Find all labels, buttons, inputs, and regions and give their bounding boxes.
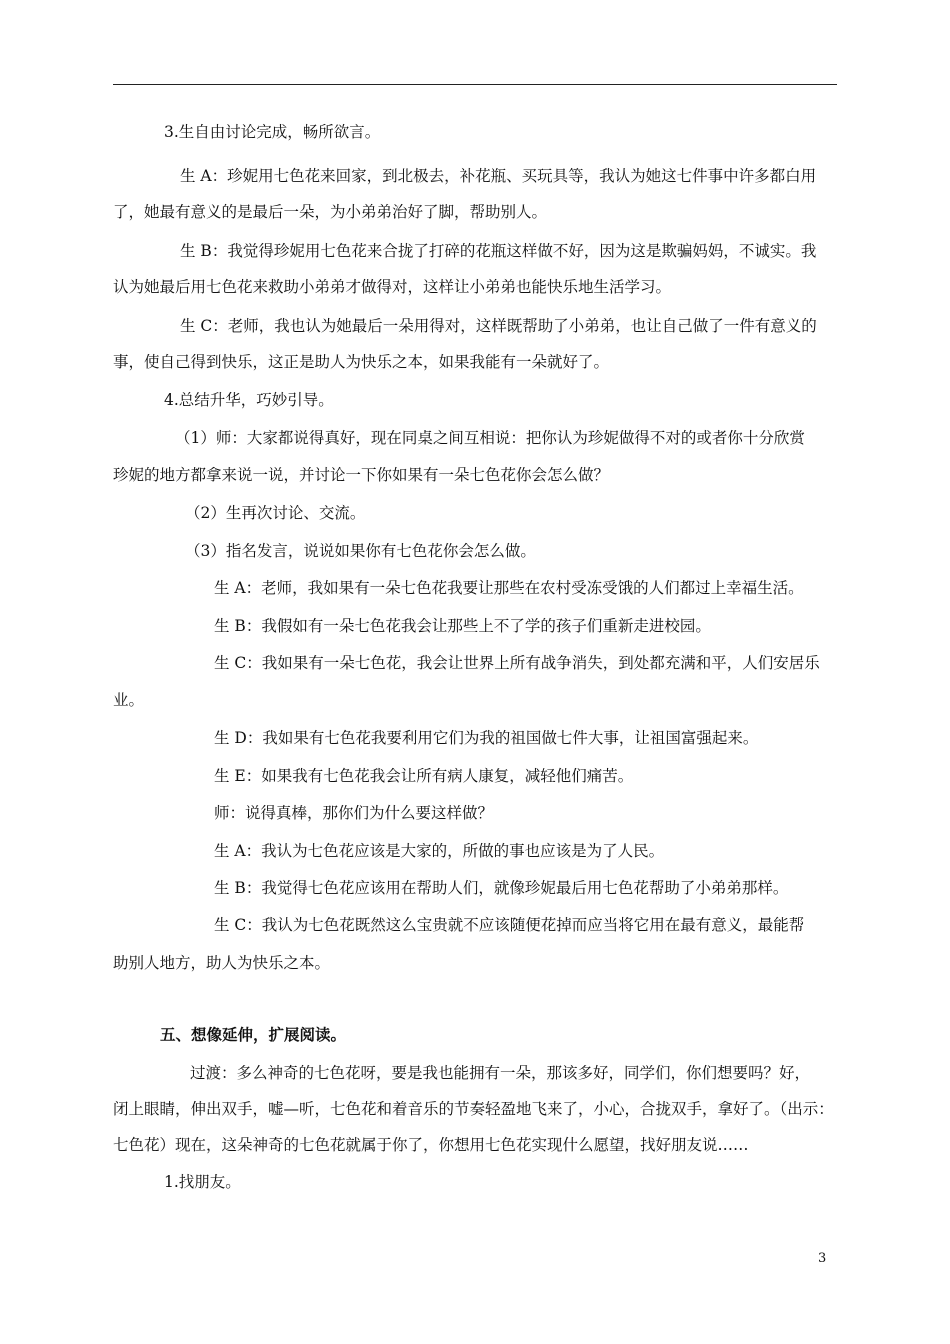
paragraph-line: 事，使自己得到快乐，这正是助人为快乐之本，如果我能有一朵就好了。 — [113, 353, 610, 371]
paragraph-line: 生 A：我认为七色花应该是大家的，所做的事也应该是为了人民。 — [214, 842, 665, 860]
step-3-heading: 3.生自由讨论完成，畅所欲言。 — [164, 123, 381, 141]
paragraph-line: 七色花）现在，这朵神奇的七色花就属于你了，你想用七色花实现什么愿望，找好朋友说…… — [113, 1136, 749, 1154]
paragraph-line: 生 B：我觉得七色花应该用在帮助人们，就像珍妮最后用七色花帮助了小弟弟那样。 — [214, 879, 789, 897]
paragraph-line: 闭上眼睛，伸出双手，嘘—听，七色花和着音乐的节奏轻盈地飞来了，小心，合拢双手，拿好了。（出示： — [113, 1100, 834, 1118]
paragraph-line: 师：说得真棒，那你们为什么要这样做？ — [214, 804, 494, 822]
section-5-heading: 五、想像延伸，扩展阅读。 — [160, 1025, 347, 1044]
paragraph-line: 珍妮的地方都拿来说一说，并讨论一下你如果有一朵七色花你会怎么做？ — [113, 466, 610, 484]
paragraph-line: 生 C：老师，我也认为她最后一朵用得对，这样既帮助了小弟弟，也让自己做了一件有意义的 — [180, 317, 817, 335]
page-number: 3 — [818, 1251, 827, 1266]
step-1-heading: 1.找朋友。 — [164, 1173, 241, 1191]
paragraph-line: 助别人地方，助人为快乐之本。 — [113, 954, 331, 972]
paragraph-line: 业。 — [113, 691, 145, 709]
paragraph-line: 了，她最有意义的是最后一朵，为小弟弟治好了脚，帮助别人。 — [113, 203, 548, 221]
paragraph-line: 生 C：我认为七色花既然这么宝贵就不应该随便花掉而应当将它用在最有意义，最能帮 — [214, 916, 805, 934]
paragraph-line: 生 D：我如果有七色花我要利用它们为我的祖国做七件大事，让祖国富强起来。 — [214, 729, 759, 747]
paragraph-line: （2）生再次讨论、交流。 — [185, 504, 366, 522]
step-4-heading: 4.总结升华，巧妙引导。 — [164, 391, 334, 409]
paragraph-line: 生 B：我假如有一朵七色花我会让那些上不了学的孩子们重新走进校园。 — [214, 617, 711, 635]
paragraph-line: 过渡：多么神奇的七色花呀，要是我也能拥有一朵，那该多好，同学们，你们想要吗？好， — [190, 1064, 811, 1082]
paragraph-line: 生 B：我觉得珍妮用七色花来合拢了打碎的花瓶这样做不好，因为这是欺骗妈妈，不诚实。我 — [180, 242, 817, 260]
paragraph-line: （3）指名发言，说说如果你有七色花你会怎么做。 — [185, 542, 536, 560]
paragraph-line: 生 A：珍妮用七色花来回家，到北极去，补花瓶、买玩具等，我认为她这七件事中许多都白用 — [180, 167, 817, 185]
paragraph-line: （1）师：大家都说得真好，现在同桌之间互相说：把你认为珍妮做得不对的或者你十分欣赏 — [175, 429, 805, 447]
paragraph-line: 生 E：如果我有七色花我会让所有病人康复，减轻他们痛苦。 — [214, 767, 634, 785]
paragraph-line: 生 A：老师，我如果有一朵七色花我要让那些在农村受冻受饿的人们都过上幸福生活。 — [214, 579, 804, 597]
paragraph-line: 认为她最后用七色花来救助小弟弟才做得对，这样让小弟弟也能快乐地生活学习。 — [113, 278, 672, 296]
header-rule — [113, 84, 837, 85]
paragraph-line: 生 C：我如果有一朵七色花，我会让世界上所有战争消失，到处都充满和平，人们安居乐 — [214, 654, 820, 672]
